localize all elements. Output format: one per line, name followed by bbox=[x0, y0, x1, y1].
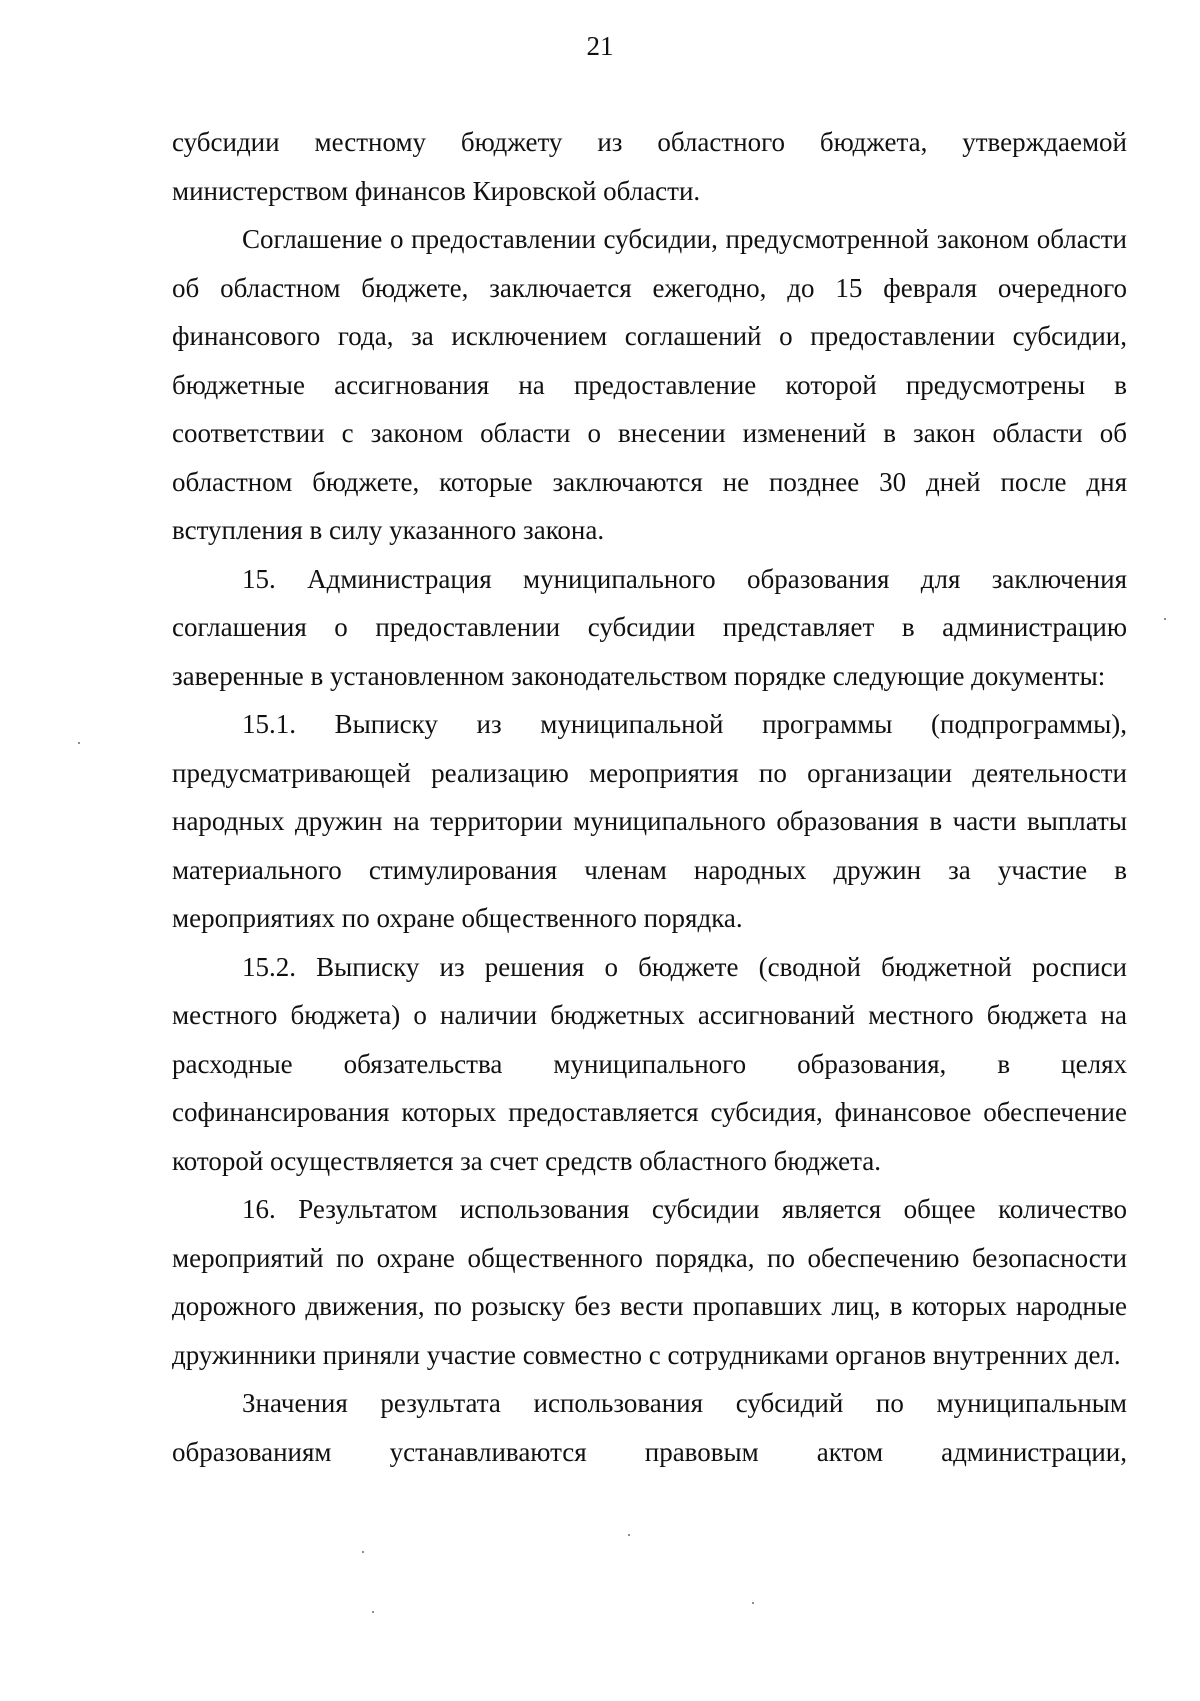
paragraph-continuation: субсидии местному бюджету из областного бюджета, утверждаемой министерством финансов Кировской области. bbox=[172, 127, 1127, 206]
paragraph-item-16: 16. Результатом использования субсидии является общее количество мероприятий по охране общественного порядка, по обеспечению безопасности дорожного движения, по розыску без вести пропавших лиц, в которых народные дружинники приняли участие совместно с сотрудниками органов внутренних дел. bbox=[172, 1194, 1127, 1370]
scan-speck bbox=[628, 1534, 630, 1536]
scan-speck bbox=[752, 1602, 754, 1604]
scan-speck bbox=[78, 742, 80, 744]
scan-speck bbox=[362, 1551, 364, 1553]
paragraph-result-values: Значения результата использования субсидий по муниципальным образованиям устанавливаются правовым актом администрации, bbox=[172, 1388, 1127, 1467]
document-body bbox=[172, 118, 1127, 1476]
scan-speck bbox=[372, 1611, 374, 1613]
paragraph-item-15-1: 15.1. Выписку из муниципальной программы (подпрограммы), предусматривающей реализацию мероприятия по организации деятельности народных дружин на территории муниципального образования в части выплаты материального стимулирования членам народных дружин за участие в мероприятиях по охране общественного порядка. bbox=[172, 709, 1127, 933]
scan-speck bbox=[1164, 618, 1166, 620]
paragraph-item-15-2: 15.2. Выписку из решения о бюджете (сводной бюджетной росписи местного бюджета) о наличии бюджетных ассигнований местного бюджета на расходные обязательства муниципального образования, в целях софинансирования которых предоставляется субсидия, финансовое обеспечение которой осуществляется за счет средств областного бюджета. bbox=[172, 951, 1127, 1176]
paragraph-agreement-terms: Соглашение о предоставлении субсидии, предусмотренной законом области об областном бюджете, заключается ежегодно, до 15 февраля очередного финансового года, за исключением соглашений о предоставлении субсидии, бюджетные ассигнования на предоставление которой предусмотрены в соответствии с законом области о внесении изменений в закон области об областном бюджете, которые заключаются не позднее 30 дней после дня вступления в силу указанного закона. bbox=[172, 224, 1127, 545]
paragraph-item-15: 15. Администрация муниципального образования для заключения соглашения о предоставлении субсидии представляет в администрацию заверенные в установленном законодательством порядке следующие документы: bbox=[172, 563, 1127, 691]
page-number: 21 bbox=[586, 31, 614, 61]
